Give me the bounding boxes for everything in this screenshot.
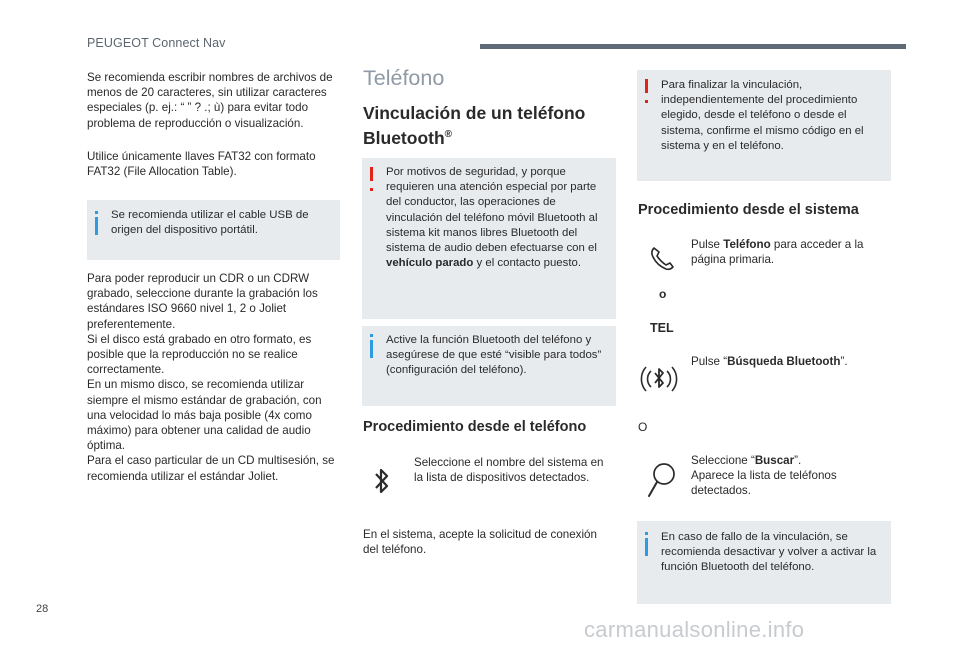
search-icon xyxy=(646,460,678,500)
info-icon xyxy=(95,217,98,235)
info-box-usb xyxy=(87,200,340,260)
paragraph-accept-connection: En el sistema, acepte la solicitud de conexión del teléfono. xyxy=(363,528,597,557)
step1-post: para acceder a la página primaria. xyxy=(691,238,864,267)
warning-box-code xyxy=(637,70,891,181)
info-box-failure xyxy=(637,521,891,604)
warning-icon xyxy=(645,79,648,93)
or-label-small: o xyxy=(659,287,667,301)
bluetooth-search-icon xyxy=(637,357,681,401)
warning-box-text: Para finalizar la vinculación, independientemente del procedimiento elegido, desde el teléfono o desde el sistema, confirme el mismo código en el sistema y en el teléfono. xyxy=(661,79,864,152)
paragraph-fat32: Utilice únicamente llaves FAT32 con formato FAT32 (File Allocation Table). xyxy=(87,150,316,179)
header-rule xyxy=(480,44,906,49)
step3-bold: Buscar xyxy=(754,454,795,467)
info-icon xyxy=(645,538,648,556)
pairing-heading xyxy=(363,103,623,149)
step1-bold: Teléfono xyxy=(723,238,771,251)
watermark: carmanualsonline.info xyxy=(584,617,805,642)
warning-text-post: y el contacto puesto. xyxy=(473,257,582,270)
warning-text-bold: vehículo parado xyxy=(386,257,474,270)
section-title: Teléfono xyxy=(363,66,445,90)
step3-line2: Aparece la lista de teléfonos detectados. xyxy=(691,469,837,498)
phone-step-text: Seleccione el nombre del sistema en la lista de dispositivos detectados. xyxy=(414,456,604,485)
step3-pre: Seleccione “ xyxy=(691,454,755,467)
warning-text-pre: Por motivos de seguridad, y porque requieren una atención especial por parte del conductor, las operaciones de vinculación del teléfono móvil Bluetooth al sistema kit manos libres Bluetooth del sistema de audio deben efectuarse con el xyxy=(386,166,598,255)
step3-post: ”. xyxy=(794,454,802,467)
info-box-visibility xyxy=(362,326,616,406)
step2-bold: Búsqueda Bluetooth xyxy=(727,355,841,368)
system-step1-text xyxy=(691,237,891,267)
phone-icon xyxy=(648,244,676,272)
info-icon xyxy=(370,340,373,358)
registered-mark: ® xyxy=(444,129,453,140)
system-step3-text xyxy=(691,453,891,499)
system-procedure-heading: Procedimiento desde el sistema xyxy=(638,202,859,218)
phone-procedure-heading: Procedimiento desde el teléfono xyxy=(363,419,587,435)
warning-box-text xyxy=(386,165,611,271)
system-step2-text xyxy=(691,354,891,369)
running-header: PEUGEOT Connect Nav xyxy=(87,36,226,50)
pairing-heading-text: Vinculación de un teléfono Bluetooth xyxy=(363,103,586,148)
paragraph-cd-recording: Para poder reproducir un CDR o un CDRW grabado, seleccione durante la grabación los estándares ISO 9660 nivel 1, 2 o Joliet preferentemente. Si el disco está grabado en otro formato, es posible que la reproducción no se realice correctamente. En un mismo disco, se recomienda utilizar siempre el mismo estándar de grabación, con una velocidad lo más baja posible (4x como máximo) para obtener una calidad de audio óptima. Para el caso particular de un CD multisesión, se recomienda utilizar el estándar Joliet. xyxy=(87,272,335,483)
step1-pre: Pulse xyxy=(691,238,724,251)
step2-post: ”. xyxy=(840,355,848,368)
page-number: 28 xyxy=(36,603,49,615)
bluetooth-icon xyxy=(372,466,392,496)
step2-pre: Pulse “ xyxy=(691,355,728,368)
info-box-text: Se recomienda utilizar el cable USB de origen del dispositivo portátil. xyxy=(111,209,309,237)
paragraph-filenames: Se recomienda escribir nombres de archivos de menos de 20 caracteres, sin utilizar caracteres especiales (p. ej.: “ ” ? .; ù) para evitar todo problema de reproducción o visualización. xyxy=(87,71,333,130)
info-box-text: Active la función Bluetooth del teléfono y asegúrese de que esté “visible para todos” (configuración del teléfono). xyxy=(386,334,602,377)
warning-icon xyxy=(370,167,373,181)
tel-button-label: TEL xyxy=(650,321,674,335)
info-box-text: En caso de fallo de la vinculación, se recomienda desactivar y volver a activar la función Bluetooth del teléfono. xyxy=(661,531,877,574)
warning-box-safety xyxy=(362,158,616,319)
or-label-big: O xyxy=(638,420,648,434)
